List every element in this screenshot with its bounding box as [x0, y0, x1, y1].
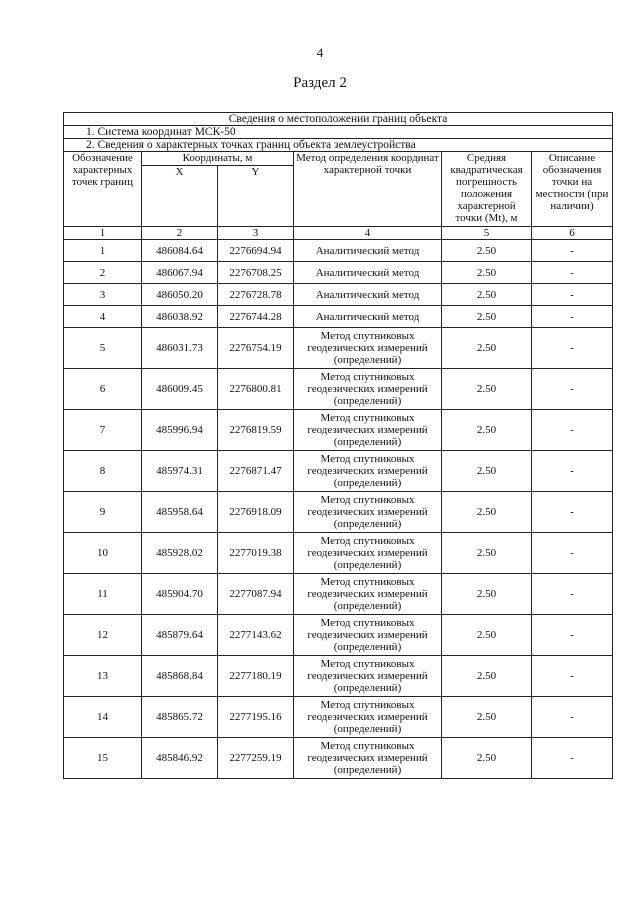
coordinate-y: 2276708.25 [218, 262, 294, 284]
mean-square-error: 2.50 [442, 284, 532, 306]
coordinate-x: 486038.92 [142, 306, 218, 328]
mean-square-error: 2.50 [442, 656, 532, 697]
method: Метод спутниковых геодезических измерений (определений) [294, 451, 442, 492]
table-row [64, 240, 613, 262]
point-description: - [532, 533, 613, 574]
coordinate-x: 486009.45 [142, 369, 218, 410]
point-number: 14 [64, 697, 142, 738]
coordinate-y: 2277195.16 [218, 697, 294, 738]
point-number: 12 [64, 615, 142, 656]
column-number: 2 [142, 227, 218, 240]
table-title: Сведения о местоположении границ объекта [64, 113, 613, 126]
coordinate-x: 485958.64 [142, 492, 218, 533]
mean-square-error: 2.50 [442, 533, 532, 574]
method: Метод спутниковых геодезических измерений (определений) [294, 574, 442, 615]
method: Аналитический метод [294, 240, 442, 262]
coordinate-x: 485865.72 [142, 697, 218, 738]
section-title: Раздел 2 [293, 75, 347, 91]
coordinate-x: 486031.73 [142, 328, 218, 369]
point-number: 7 [64, 410, 142, 451]
point-number: 10 [64, 533, 142, 574]
point-description: - [532, 262, 613, 284]
mean-square-error: 2.50 [442, 262, 532, 284]
column-number: 5 [442, 227, 532, 240]
mean-square-error: 2.50 [442, 328, 532, 369]
point-description: - [532, 697, 613, 738]
header-error: Средняя квадратическая погрешность положения характерной точки (Mt), м [442, 152, 532, 227]
header-y: Y [218, 166, 294, 227]
point-description: - [532, 615, 613, 656]
coordinate-y: 2277087.94 [218, 574, 294, 615]
method: Аналитический метод [294, 306, 442, 328]
coordinate-x: 485879.64 [142, 615, 218, 656]
point-number: 1 [64, 240, 142, 262]
point-description: - [532, 738, 613, 779]
method: Аналитический метод [294, 284, 442, 306]
mean-square-error: 2.50 [442, 369, 532, 410]
point-description: - [532, 492, 613, 533]
point-number: 6 [64, 369, 142, 410]
point-description: - [532, 656, 613, 697]
coordinate-y: 2276871.47 [218, 451, 294, 492]
table-row [64, 410, 613, 451]
point-description: - [532, 306, 613, 328]
column-number: 1 [64, 227, 142, 240]
point-description: - [532, 328, 613, 369]
method: Метод спутниковых геодезических измерений (определений) [294, 410, 442, 451]
point-number: 5 [64, 328, 142, 369]
point-description: - [532, 574, 613, 615]
coordinate-y: 2276744.28 [218, 306, 294, 328]
table-row [64, 262, 613, 284]
point-number: 2 [64, 262, 142, 284]
coordinate-y: 2277180.19 [218, 656, 294, 697]
coordinate-y: 2276728.78 [218, 284, 294, 306]
method: Метод спутниковых геодезических измерений (определений) [294, 656, 442, 697]
table-row [64, 492, 613, 533]
coordinate-x: 485846.92 [142, 738, 218, 779]
coordinate-x: 485974.31 [142, 451, 218, 492]
point-number: 3 [64, 284, 142, 306]
table-row [64, 284, 613, 306]
mean-square-error: 2.50 [442, 240, 532, 262]
table-row [64, 697, 613, 738]
mean-square-error: 2.50 [442, 574, 532, 615]
point-description: - [532, 240, 613, 262]
column-number: 4 [294, 227, 442, 240]
table-row [64, 451, 613, 492]
method: Метод спутниковых геодезических измерений (определений) [294, 533, 442, 574]
point-number: 9 [64, 492, 142, 533]
coordinate-x: 486067.94 [142, 262, 218, 284]
coordinate-y: 2277019.38 [218, 533, 294, 574]
mean-square-error: 2.50 [442, 697, 532, 738]
column-number: 6 [532, 227, 613, 240]
method: Метод спутниковых геодезических измерений (определений) [294, 369, 442, 410]
table-row [64, 306, 613, 328]
column-number: 3 [218, 227, 294, 240]
coordinate-x: 485996.94 [142, 410, 218, 451]
header-designation: Обозначение характерных точек границ [64, 152, 142, 227]
point-number: 13 [64, 656, 142, 697]
point-number: 8 [64, 451, 142, 492]
point-description: - [532, 410, 613, 451]
table-row [64, 328, 613, 369]
point-description: - [532, 451, 613, 492]
coordinate-x: 485904.70 [142, 574, 218, 615]
coordinate-y: 2276819.59 [218, 410, 294, 451]
table-row [64, 656, 613, 697]
table-row [64, 574, 613, 615]
coordinate-x: 486050.20 [142, 284, 218, 306]
page-number: 4 [316, 45, 324, 60]
mean-square-error: 2.50 [442, 451, 532, 492]
coordinate-y: 2276918.09 [218, 492, 294, 533]
table-row [64, 533, 613, 574]
points-caption: 2. Сведения о характерных точках границ объекта землеустройства [64, 139, 613, 152]
mean-square-error: 2.50 [442, 410, 532, 451]
coordinate-y: 2276800.81 [218, 369, 294, 410]
mean-square-error: 2.50 [442, 738, 532, 779]
point-description: - [532, 369, 613, 410]
method: Метод спутниковых геодезических измерений (определений) [294, 615, 442, 656]
mean-square-error: 2.50 [442, 306, 532, 328]
method: Метод спутниковых геодезических измерений (определений) [294, 492, 442, 533]
point-number: 4 [64, 306, 142, 328]
table-row [64, 369, 613, 410]
coordinate-x: 485868.84 [142, 656, 218, 697]
method: Метод спутниковых геодезических измерений (определений) [294, 328, 442, 369]
point-description: - [532, 284, 613, 306]
method: Аналитический метод [294, 262, 442, 284]
coordinate-y: 2277259.19 [218, 738, 294, 779]
header-x: X [142, 166, 218, 227]
header-coordinates: Координаты, м [142, 152, 294, 166]
boundary-points-table [63, 112, 613, 779]
coordinate-y: 2276754.19 [218, 328, 294, 369]
table-row [64, 615, 613, 656]
coordinate-x: 485928.02 [142, 533, 218, 574]
point-number: 15 [64, 738, 142, 779]
coordinate-x: 486084.64 [142, 240, 218, 262]
coordinate-system: 1. Система координат МСК-50 [64, 126, 613, 139]
coordinate-y: 2276694.94 [218, 240, 294, 262]
mean-square-error: 2.50 [442, 615, 532, 656]
header-description: Описание обозначения точки на местности (при наличии) [532, 152, 613, 227]
method: Метод спутниковых геодезических измерений (определений) [294, 697, 442, 738]
table-row [64, 738, 613, 779]
mean-square-error: 2.50 [442, 492, 532, 533]
point-number: 11 [64, 574, 142, 615]
header-method: Метод определения координат характерной точки [294, 152, 442, 227]
column-number-row [64, 227, 613, 240]
coordinate-y: 2277143.62 [218, 615, 294, 656]
method: Метод спутниковых геодезических измерений (определений) [294, 738, 442, 779]
